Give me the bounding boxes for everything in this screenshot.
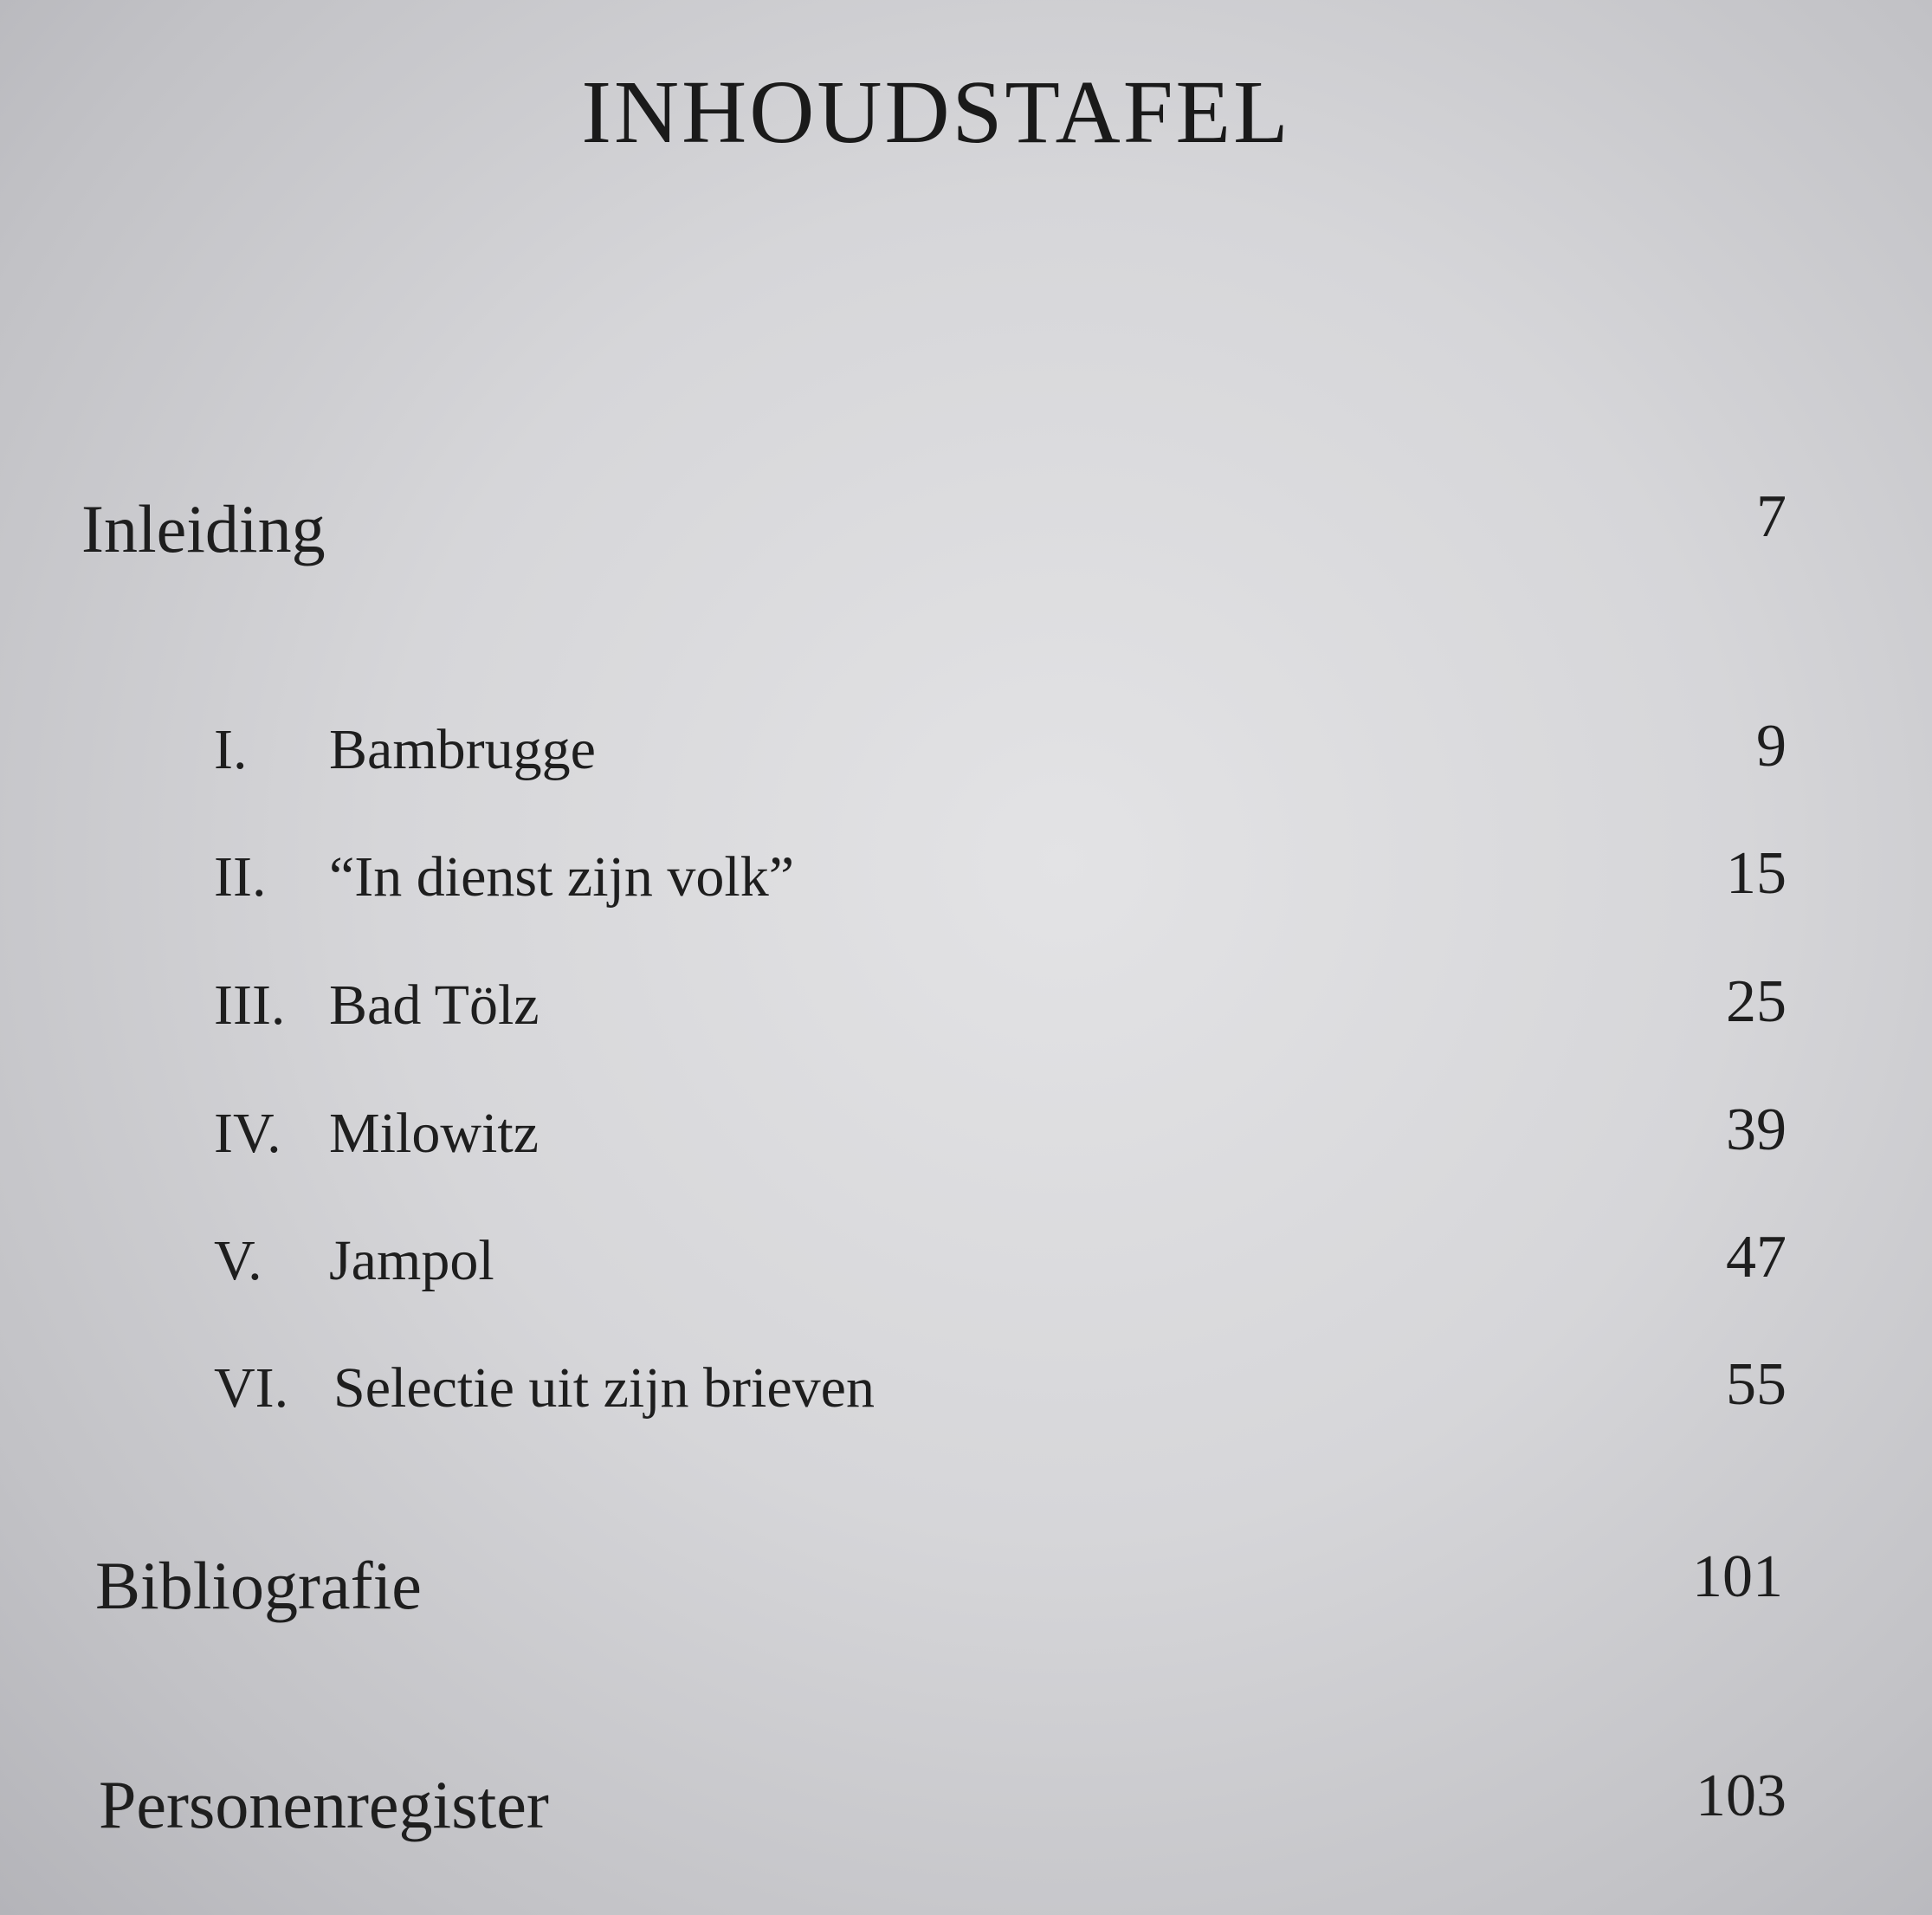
chapter-numeral: I.: [214, 718, 248, 781]
toc-entry-page: 103: [1696, 1763, 1787, 1829]
chapter-title: Jampol: [329, 1229, 494, 1292]
chapter-title: “In dienst zijn volk”: [329, 845, 795, 909]
chapter-numeral: V.: [214, 1229, 262, 1292]
toc-entry-label: Personenregister: [99, 1767, 549, 1842]
chapter-page: 9: [1756, 713, 1787, 780]
chapter-numeral: III.: [214, 974, 286, 1037]
toc-entry-label: Inleiding: [81, 491, 326, 566]
toc-entry-page: 7: [1756, 483, 1787, 550]
chapter-page: 25: [1726, 968, 1787, 1035]
chapter-page: 15: [1726, 840, 1787, 907]
toc-entry-page: 101: [1692, 1543, 1783, 1610]
chapter-title: Milowitz: [329, 1102, 539, 1165]
chapter-page: 39: [1726, 1097, 1787, 1163]
chapter-numeral: IV.: [214, 1102, 281, 1165]
chapter-title: Selectie uit zijn brieven: [333, 1356, 875, 1420]
chapter-title: Bambrugge: [329, 718, 596, 781]
page-title: INHOUDSTAFEL: [581, 62, 1291, 162]
chapter-numeral: VI.: [214, 1356, 289, 1420]
chapter-page: 47: [1726, 1224, 1787, 1291]
chapter-numeral: II.: [214, 845, 267, 909]
chapter-title: Bad Tölz: [329, 974, 540, 1037]
chapter-page: 55: [1726, 1351, 1787, 1418]
toc-entry-label: Bibliografie: [95, 1548, 422, 1623]
